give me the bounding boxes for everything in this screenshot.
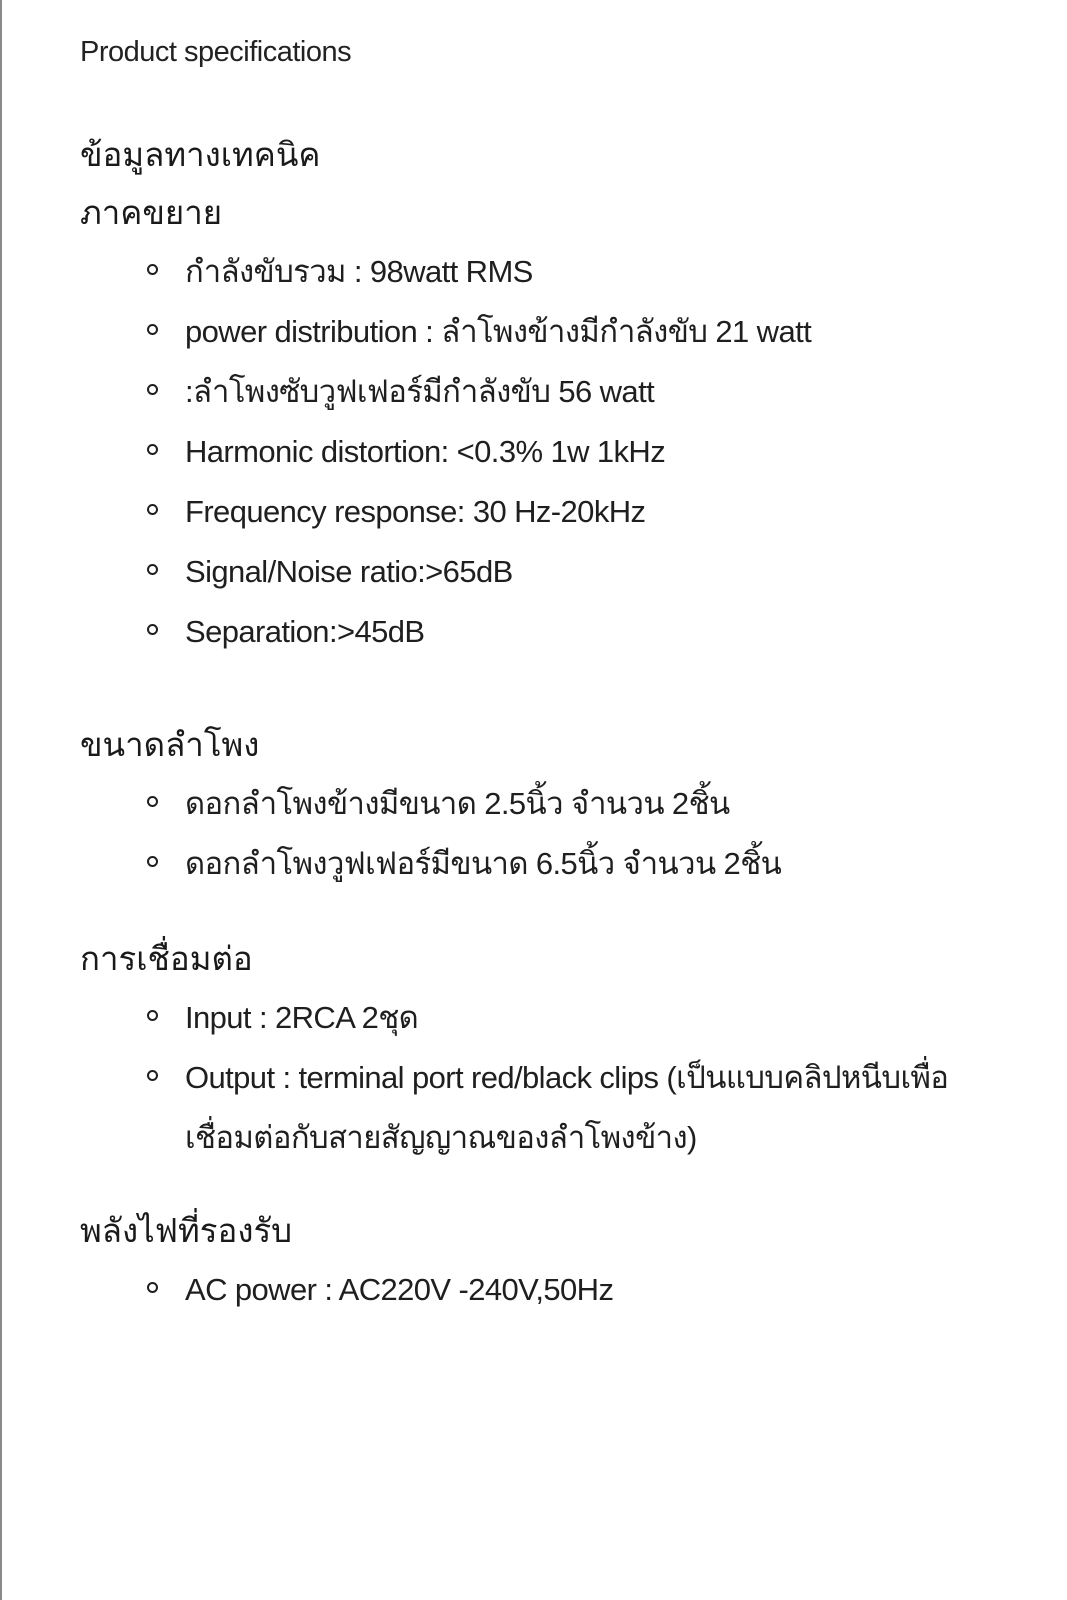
list-item-text: Frequency response: 30 Hz-20kHz: [185, 494, 646, 529]
spacer: [80, 662, 1000, 716]
list-item-text: Harmonic distortion: <0.3% 1w 1kHz: [185, 434, 666, 469]
list-item: [145, 834, 1000, 894]
bullet-icon: [147, 624, 158, 635]
spec-list-speaker-size: [80, 774, 1000, 894]
list-item-text: Output : terminal port red/black clips (เป็นแบบคลิปหนีบเพื่อเชื่อมต่อกับสายสัญญาณของลำโพงข้าง): [185, 1060, 949, 1155]
list-item-text: ดอกลำโพงวูฟเฟอร์มีขนาด 6.5นิ้ว จำนวน 2ชิ้น: [185, 846, 782, 881]
list-item: [145, 774, 1000, 834]
section-heading-power: พลังไฟที่รองรับ: [80, 1212, 293, 1249]
list-item: [145, 422, 1000, 482]
list-item-text: Signal/Noise ratio:>65dB: [185, 554, 513, 589]
bullet-icon: [147, 856, 158, 867]
list-item-text: ดอกลำโพงข้างมีขนาด 2.5นิ้ว จำนวน 2ชิ้น: [185, 786, 730, 821]
left-border: [0, 0, 2, 1600]
bullet-icon: [147, 796, 158, 807]
section-heading-amplifier: ภาคขยาย: [80, 194, 223, 231]
list-item-text: :ลำโพงซับวูฟเฟอร์มีกำลังขับ 56 watt: [185, 374, 655, 409]
spec-document: [80, 30, 1000, 1320]
list-item: [145, 362, 1000, 422]
list-item-text: power distribution : ลำโพงข้างมีกำลังขับ 21 watt: [185, 314, 812, 349]
main-heading: ข้อมูลทางเทคนิค: [80, 136, 321, 173]
list-item-text: Input : 2RCA 2ชุด: [185, 1000, 419, 1035]
list-item: [145, 602, 1000, 662]
bullet-icon: [147, 1010, 158, 1021]
list-item: [145, 302, 1000, 362]
section-heading-speaker-size: ขนาดลำโพง: [80, 726, 260, 763]
spacer: [80, 1168, 1000, 1202]
spacer: [80, 894, 1000, 930]
list-item: [145, 1048, 1000, 1168]
bullet-icon: [147, 264, 158, 275]
spec-list-connection: [80, 988, 1000, 1168]
spec-list-power: [80, 1260, 1000, 1320]
bullet-icon: [147, 564, 158, 575]
list-item: [145, 242, 1000, 302]
bullet-icon: [147, 1282, 158, 1293]
list-item: [145, 482, 1000, 542]
page-title: Product specifications: [80, 36, 352, 68]
list-item-text: กำลังขับรวม : 98watt RMS: [185, 254, 533, 289]
bullet-icon: [147, 504, 158, 515]
section-heading-connection: การเชื่อมต่อ: [80, 940, 253, 977]
bullet-icon: [147, 1070, 158, 1081]
bullet-icon: [147, 324, 158, 335]
bullet-icon: [147, 384, 158, 395]
list-item-text: AC power : AC220V -240V,50Hz: [185, 1272, 614, 1307]
list-item: [145, 542, 1000, 602]
list-item-text: Separation:>45dB: [185, 614, 425, 649]
list-item: [145, 1260, 1000, 1320]
spec-list-amplifier: [80, 242, 1000, 662]
list-item: [145, 988, 1000, 1048]
bullet-icon: [147, 444, 158, 455]
